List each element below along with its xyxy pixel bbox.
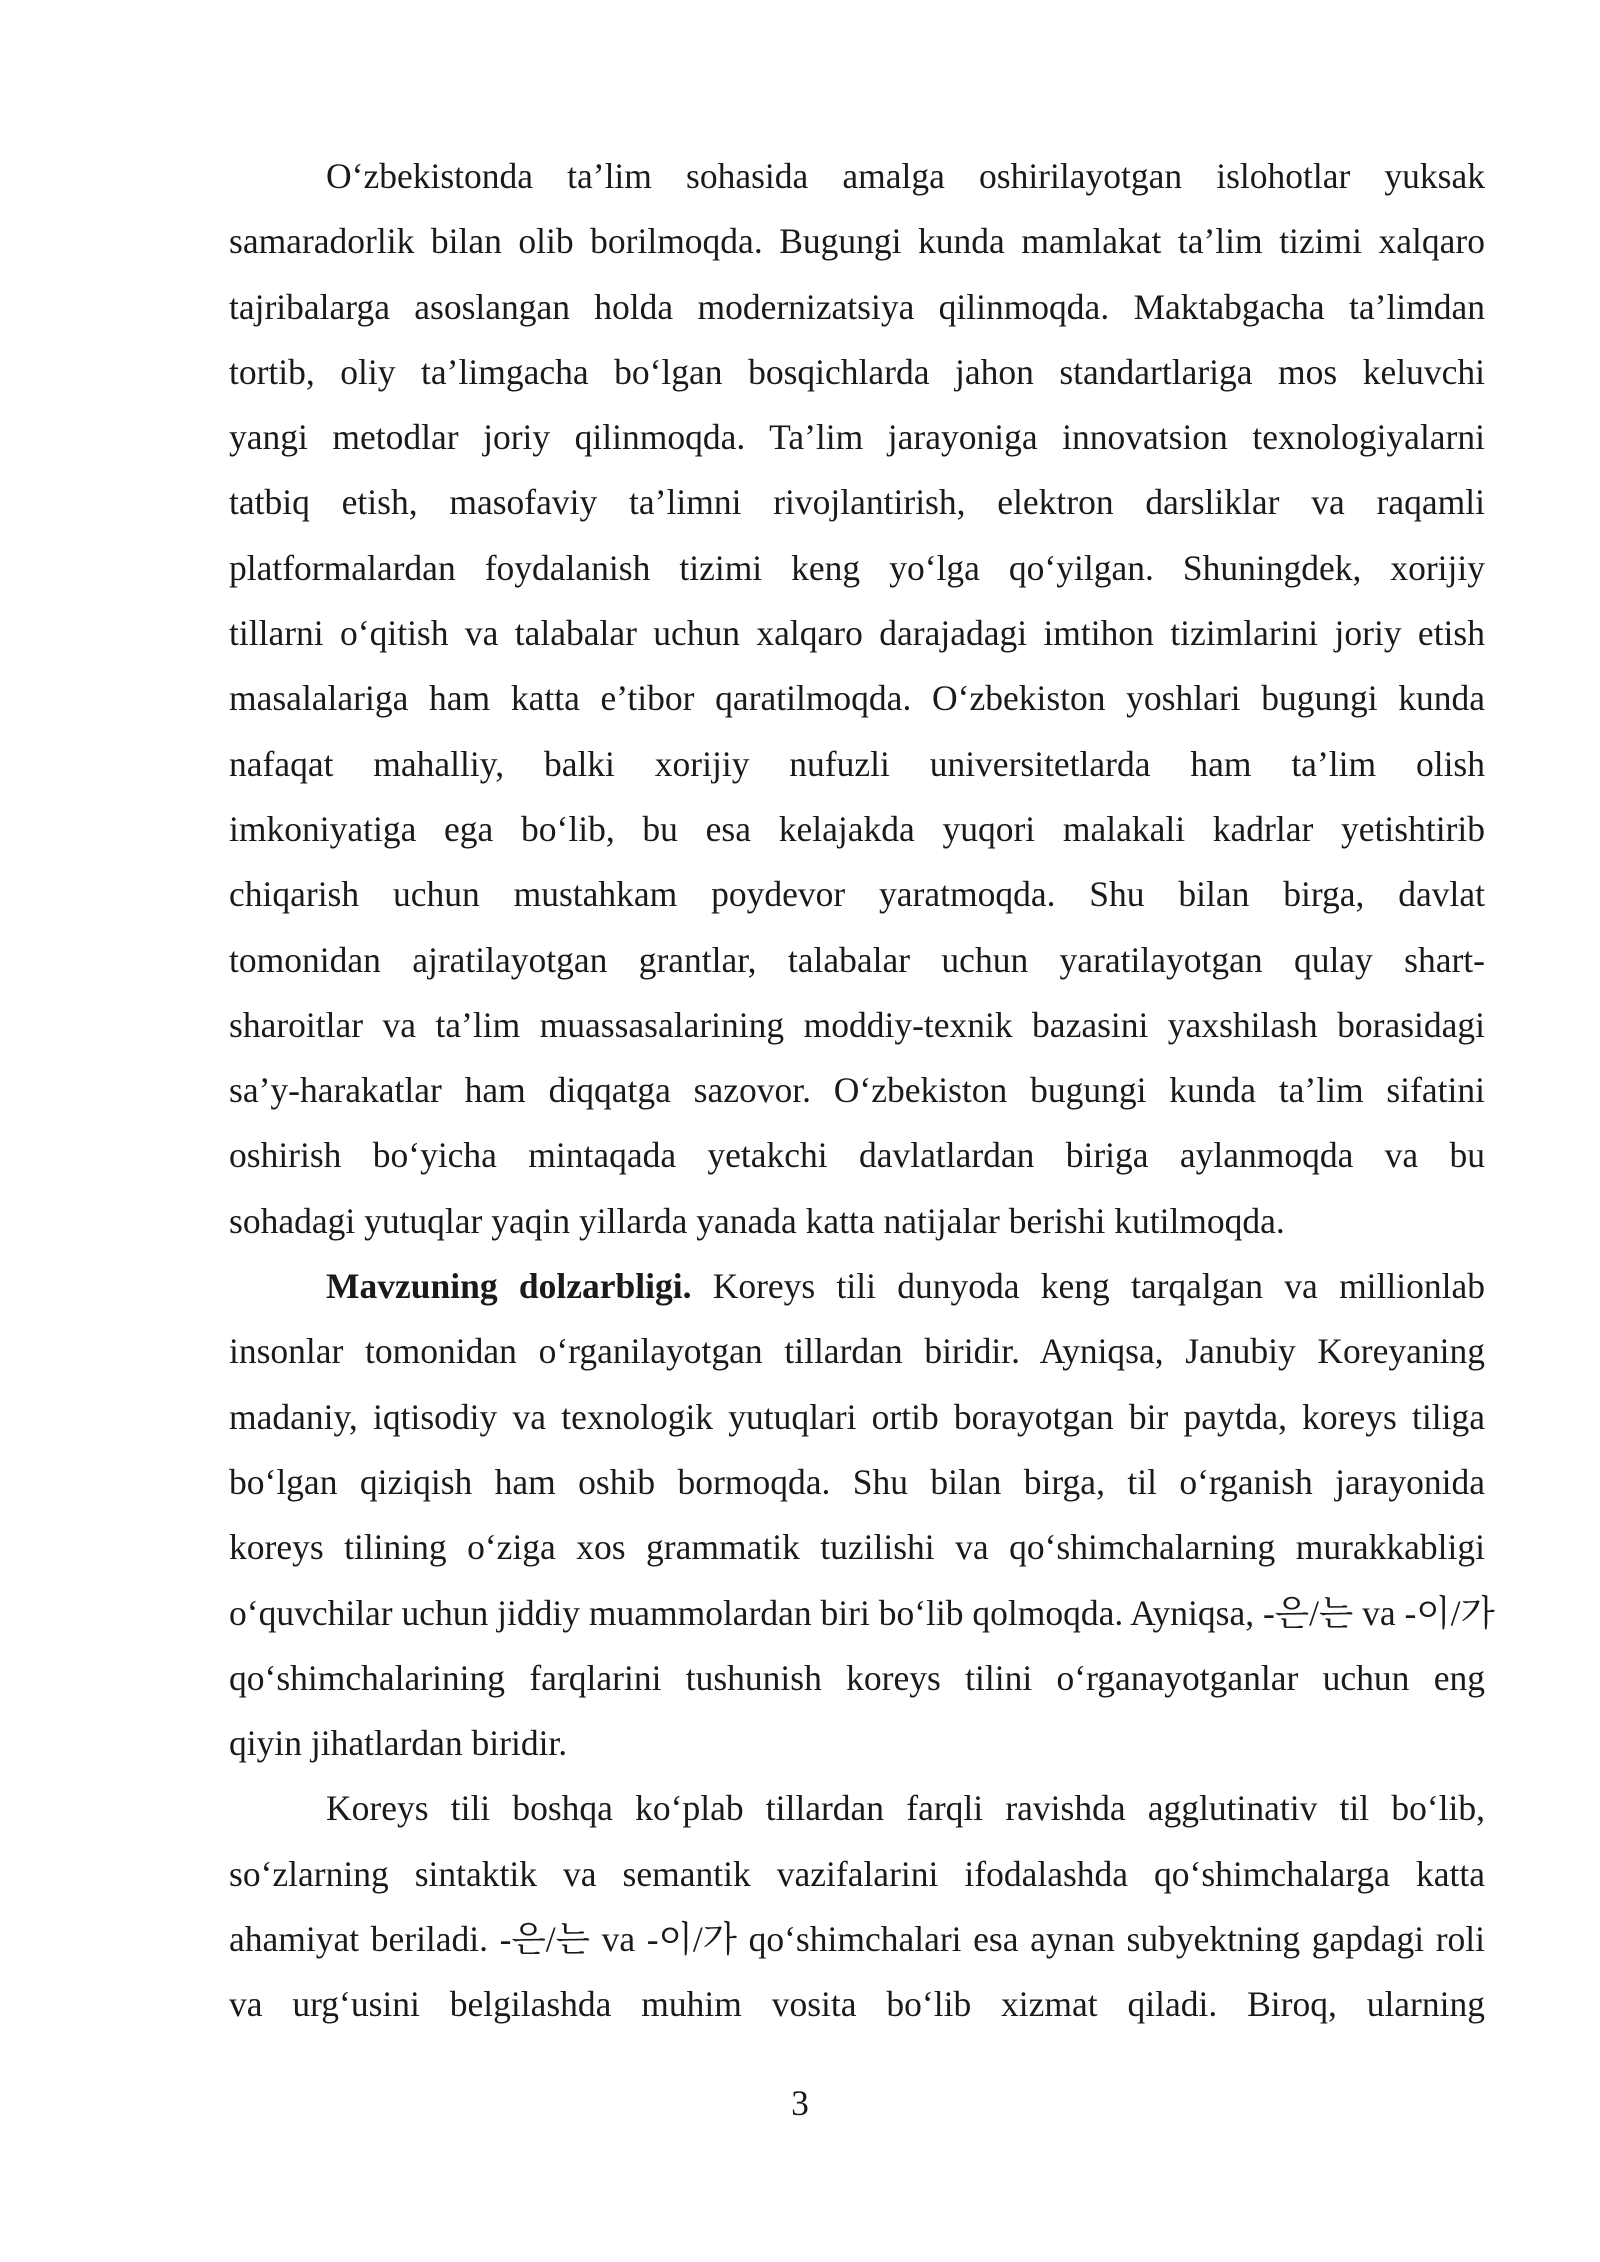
paragraph-line: tortib, oliy ta’limgacha bo‘lgan bosqichlarda jahon standartlariga mos keluvchi bbox=[229, 351, 1485, 392]
paragraph-line: sharoitlar va ta’lim muassasalarining moddiy-texnik bazasini yaxshilash borasidagi bbox=[229, 1004, 1485, 1045]
paragraph-line: bo‘lgan qiziqish ham oshib bormoqda. Shu bilan birga, til o‘rganish jarayonida bbox=[229, 1461, 1485, 1502]
paragraph-line: oshirish bo‘yicha mintaqada yetakchi davlatlardan biriga aylanmoqda va bu bbox=[229, 1135, 1485, 1176]
paragraph-line: Koreys tili boshqa ko‘plab tillardan farqli ravishda agglutinativ til bo‘lib, bbox=[326, 1788, 1485, 1829]
paragraph-line: so‘zlarning sintaktik va semantik vazifalarini ifodalashda qo‘shimchalarga katta bbox=[229, 1853, 1485, 1894]
paragraph-line: sa’y-harakatlar ham diqqatga sazovor. O‘zbekiston bugungi kunda ta’lim sifatini bbox=[229, 1070, 1485, 1111]
paragraph-text: Koreys tili dunyoda keng tarqalgan va millionlab bbox=[691, 1266, 1485, 1307]
paragraph-first-line bbox=[229, 1254, 1485, 1319]
paragraph-line: insonlar tomonidan o‘rganilayotgan tillardan biridir. Ayniqsa, Janubiy Koreyaning bbox=[229, 1331, 1485, 1372]
paragraph-line: yangi metodlar joriy qilinmoqda. Ta’lim jarayoniga innovatsion texnologiyalarni bbox=[229, 417, 1485, 458]
paragraph-line: nafaqat mahalliy, balki xorijiy nufuzli universitetlarda ham ta’lim olish bbox=[229, 743, 1485, 784]
paragraph-line: madaniy, iqtisodiy va texnologik yutuqlari ortib borayotgan bir paytda, koreys tiliga bbox=[229, 1396, 1485, 1437]
paragraph-line: qo‘shimchalarining farqlarini tushunish koreys tilini o‘rganayotganlar uchun eng bbox=[229, 1657, 1485, 1698]
paragraph-line: samaradorlik bilan olib borilmoqda. Bugungi kunda mamlakat ta’lim tizimi xalqaro bbox=[229, 221, 1485, 262]
paragraph-line: va urg‘usini belgilashda muhim vosita bo‘lib xizmat qiladi. Biroq, ularning bbox=[229, 1984, 1485, 2025]
paragraph-line: tomonidan ajratilayotgan grantlar, talabalar uchun yaratilayotgan qulay shart- bbox=[229, 939, 1485, 980]
body-text bbox=[229, 144, 1495, 2038]
paragraph-line: imkoniyatiga ega bo‘lib, bu esa kelajakda yuqori malakali kadrlar yetishtirib bbox=[229, 808, 1485, 849]
paragraph-line: koreys tilining o‘ziga xos grammatik tuzilishi va qo‘shimchalarning murakkabligi bbox=[229, 1527, 1485, 1568]
paragraph-line: tillarni o‘qitish va talabalar uchun xalqaro darajadagi imtihon tizimlarini joriy etish bbox=[229, 613, 1485, 654]
paragraph-line: O‘zbekistonda ta’lim sohasida amalga oshirilayotgan islohotlar yuksak bbox=[326, 156, 1485, 196]
paragraph-line: qiyin jihatlardan biridir. bbox=[229, 1723, 568, 1764]
paragraph-line: platformalardan foydalanish tizimi keng yo‘lga qo‘yilgan. Shuningdek, xorijiy bbox=[229, 547, 1485, 588]
paragraph-line: sohadagi yutuqlar yaqin yillarda yanada katta natijalar berishi kutilmoqda. bbox=[229, 1200, 1285, 1241]
section-heading-inline: Mavzuning dolzarbligi. bbox=[326, 1266, 692, 1307]
paragraph-line: ahamiyat beriladi. -은/는 va -이/가 qo‘shimchalari esa aynan subyektning gapdagi roli bbox=[229, 1919, 1485, 1960]
paragraph-line: masalalariga ham katta e’tibor qaratilmoqda. O‘zbekiston yoshlari bugungi kunda bbox=[229, 678, 1485, 719]
paragraph-line: tatbiq etish, masofaviy ta’limni rivojlantirish, elektron darsliklar va raqamli bbox=[229, 482, 1485, 523]
paragraph-line: o‘quvchilar uchun jiddiy muammolardan biri bo‘lib qolmoqda. Ayniqsa, -은/는 va -이/가 bbox=[229, 1592, 1495, 1633]
paragraph-line: chiqarish uchun mustahkam poydevor yaratmoqda. Shu bilan birga, davlat bbox=[229, 874, 1485, 915]
paragraph-line: tajribalarga asoslangan holda modernizatsiya qilinmoqda. Maktabgacha ta’limdan bbox=[229, 286, 1485, 327]
page-number: 3 bbox=[791, 2083, 809, 2123]
